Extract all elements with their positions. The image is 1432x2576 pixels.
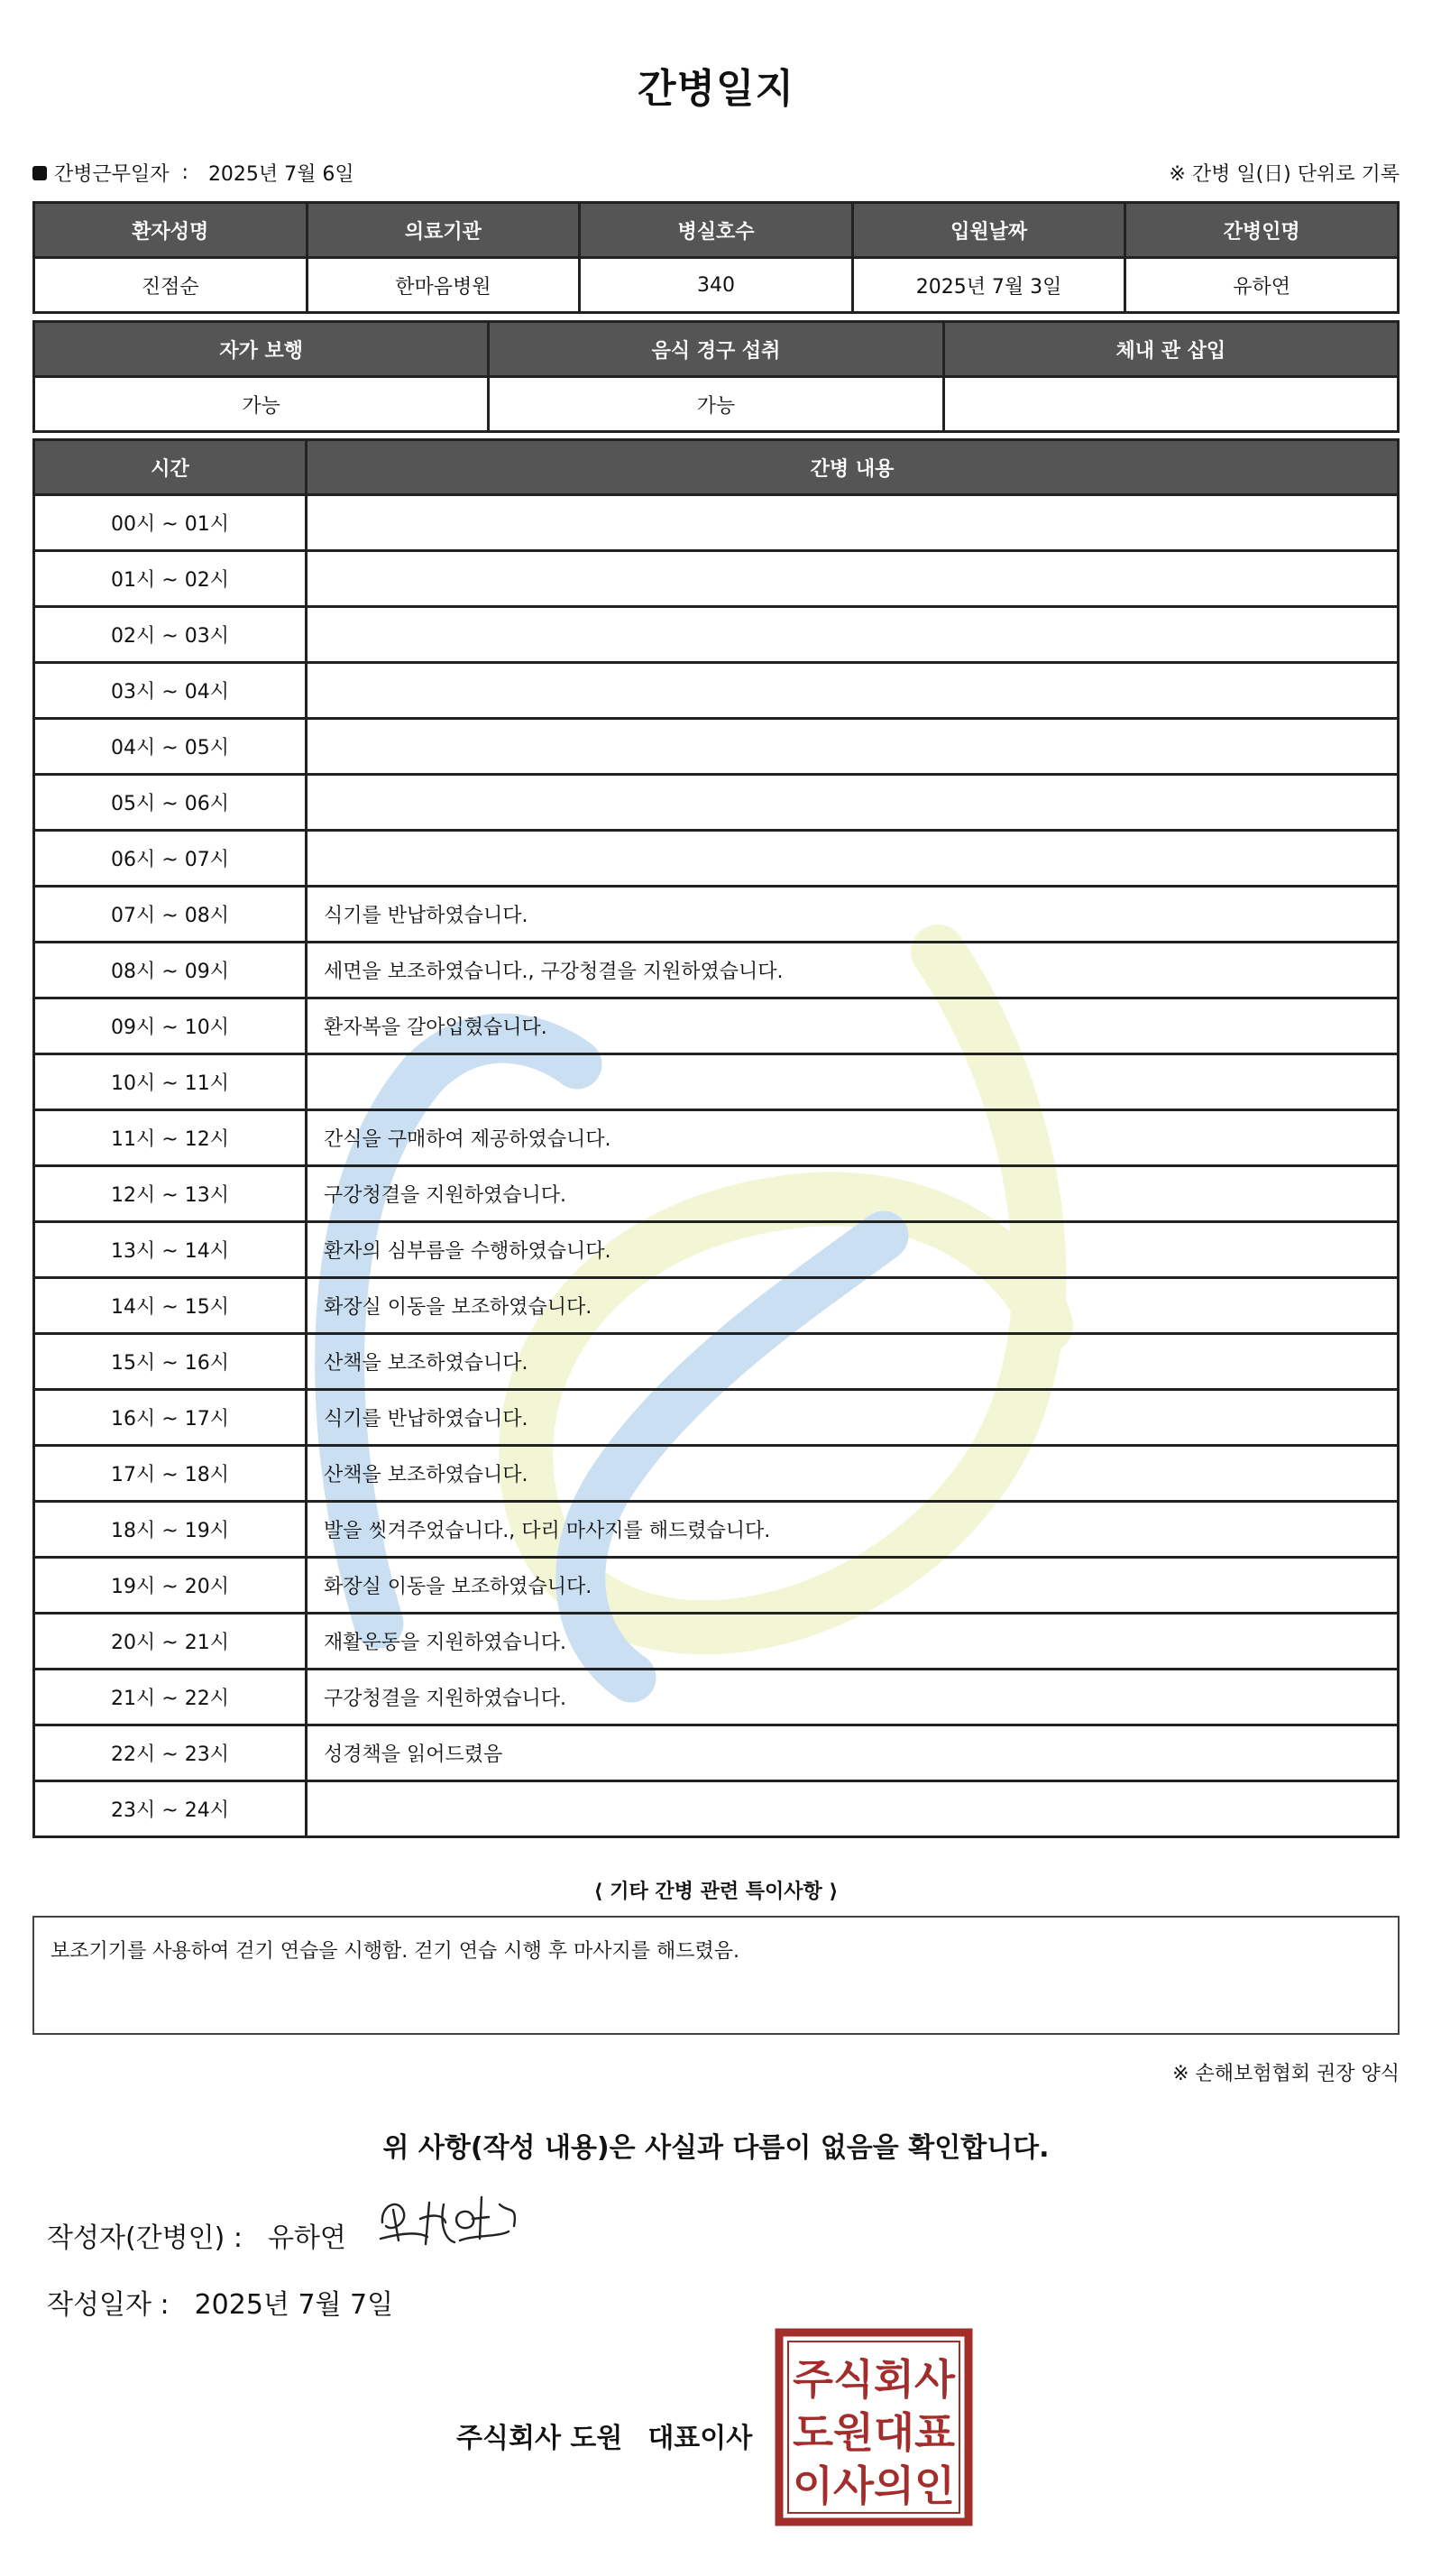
- patient-info-header-row: [34, 203, 1399, 258]
- care-content-cell: 구강청결을 지원하였습니다.: [307, 1670, 1399, 1725]
- care-log-row: [34, 1166, 1399, 1222]
- patient-status-header-row: [34, 322, 1399, 377]
- care-time-cell: 04시 ~ 05시: [34, 719, 307, 775]
- notes-content: 보조기기를 사용하여 걷기 연습을 시행함. 걷기 연습 시행 후 마사지를 해드렸음.: [50, 1940, 739, 1963]
- tube-insertion-value: [943, 377, 1398, 432]
- work-date-row: [32, 159, 354, 187]
- svg-text:도원대표: 도원대표: [793, 2408, 956, 2457]
- care-content-cell: [307, 1054, 1399, 1110]
- care-time-cell: 20시 ~ 21시: [34, 1614, 307, 1670]
- header-admission-date: 입원날짜: [852, 203, 1125, 258]
- care-log-row: [34, 831, 1399, 887]
- care-time-cell: 00시 ~ 01시: [34, 495, 307, 551]
- care-log-row: [34, 1725, 1399, 1781]
- care-time-cell: 22시 ~ 23시: [34, 1725, 307, 1781]
- care-log-row: [34, 1781, 1399, 1837]
- care-content-cell: 성경책을 읽어드렸음: [307, 1725, 1399, 1781]
- care-log-row: [34, 1334, 1399, 1390]
- care-content-cell: 환자의 심부름을 수행하였습니다.: [307, 1222, 1399, 1278]
- header-oral-intake: 음식 경구 섭취: [489, 322, 943, 377]
- notes-title: ⟨ 기타 간병 관련 특이사항 ⟩: [593, 1881, 839, 1903]
- work-date-value: 2025년 7월 6일: [207, 163, 354, 186]
- care-time-cell: 23시 ~ 24시: [34, 1781, 307, 1837]
- care-content-cell: 산책을 보조하였습니다.: [307, 1446, 1399, 1502]
- care-content-cell: 산책을 보조하였습니다.: [307, 1334, 1399, 1390]
- care-time-cell: 10시 ~ 11시: [34, 1054, 307, 1110]
- writer-label: 작성자(간병인) :: [47, 2222, 243, 2254]
- care-log-header-row: [34, 440, 1399, 495]
- care-log-row: [34, 1054, 1399, 1110]
- care-log-row: [34, 1222, 1399, 1278]
- care-log-row: [34, 1390, 1399, 1446]
- care-content-cell: [307, 607, 1399, 663]
- header-time: 시간: [34, 440, 307, 495]
- header-room-number: 병실호수: [580, 203, 853, 258]
- care-content-cell: [307, 775, 1399, 831]
- care-content-cell: 화장실 이동을 보조하였습니다.: [307, 1558, 1399, 1614]
- care-content-cell: 재활운동을 지원하였습니다.: [307, 1614, 1399, 1670]
- representative-title: 대표이사: [647, 2423, 753, 2454]
- handwritten-signature: [373, 2186, 532, 2259]
- page-title: 간병일지: [637, 66, 794, 112]
- care-time-cell: 13시 ~ 14시: [34, 1222, 307, 1278]
- care-time-cell: 16시 ~ 17시: [34, 1390, 307, 1446]
- care-log-row: [34, 551, 1399, 607]
- care-log-row: [34, 998, 1399, 1054]
- care-content-cell: [307, 1781, 1399, 1837]
- care-time-cell: 07시 ~ 08시: [34, 887, 307, 943]
- care-time-cell: 05시 ~ 06시: [34, 775, 307, 831]
- care-log-row: [34, 663, 1399, 719]
- care-log-row: [34, 1670, 1399, 1725]
- admission-date: 2025년 7월 3일: [852, 258, 1125, 313]
- care-time-cell: 21시 ~ 22시: [34, 1670, 307, 1725]
- care-content-cell: 화장실 이동을 보조하였습니다.: [307, 1278, 1399, 1334]
- caregiver-name: 유하연: [1125, 258, 1399, 313]
- oral-intake-value: 가능: [489, 377, 943, 432]
- self-walking-value: 가능: [34, 377, 489, 432]
- form-source-note: ※ 손해보험협회 권장 양식: [1172, 2063, 1400, 2085]
- company-seal-stamp: [774, 2327, 974, 2527]
- company-name: 주식회사 도원: [456, 2423, 623, 2454]
- care-log-table: [32, 438, 1400, 1838]
- header-care-content: 간병 내용: [307, 440, 1399, 495]
- header-tube-insertion: 체내 관 삽입: [943, 322, 1398, 377]
- room-number: 340: [580, 258, 853, 313]
- written-date-row: [47, 2282, 393, 2322]
- care-log-row: [34, 887, 1399, 943]
- bullet-square-icon: [32, 166, 47, 180]
- work-date-label: 간병근무일자: [54, 163, 170, 186]
- care-time-cell: 12시 ~ 13시: [34, 1166, 307, 1222]
- care-content-cell: 발을 씻겨주었습니다., 다리 마사지를 해드렸습니다.: [307, 1502, 1399, 1558]
- care-content-cell: 환자복을 갈아입혔습니다.: [307, 998, 1399, 1054]
- care-time-cell: 02시 ~ 03시: [34, 607, 307, 663]
- care-log-row: [34, 1446, 1399, 1502]
- care-time-cell: 17시 ~ 18시: [34, 1446, 307, 1502]
- care-log-row: [34, 775, 1399, 831]
- care-content-cell: [307, 719, 1399, 775]
- care-time-cell: 09시 ~ 10시: [34, 998, 307, 1054]
- care-content-cell: [307, 495, 1399, 551]
- care-log-row: [34, 1502, 1399, 1558]
- confirmation-statement: 위 사항(작성 내용)은 사실과 다름이 없음을 확인합니다.: [382, 2132, 1050, 2164]
- care-time-cell: 01시 ~ 02시: [34, 551, 307, 607]
- care-log-row: [34, 943, 1399, 998]
- unit-note: ※ 간병 일(日) 단위로 기록: [1169, 163, 1400, 186]
- care-time-cell: 14시 ~ 15시: [34, 1278, 307, 1334]
- svg-text:주식회사: 주식회사: [793, 2355, 956, 2404]
- header-hospital: 의료기관: [307, 203, 580, 258]
- care-content-cell: [307, 663, 1399, 719]
- label-separator: :: [181, 161, 188, 184]
- writer-row: [47, 2215, 346, 2255]
- header-caregiver-name: 간병인명: [1125, 203, 1399, 258]
- care-time-cell: 06시 ~ 07시: [34, 831, 307, 887]
- header-patient-name: 환자성명: [34, 203, 308, 258]
- care-time-cell: 08시 ~ 09시: [34, 943, 307, 998]
- patient-name: 진점순: [34, 258, 308, 313]
- care-log-row: [34, 607, 1399, 663]
- care-time-cell: 18시 ~ 19시: [34, 1502, 307, 1558]
- care-log-row: [34, 719, 1399, 775]
- care-log-row: [34, 1558, 1399, 1614]
- writer-name: 유하연: [267, 2222, 346, 2254]
- patient-status-table: [32, 320, 1400, 433]
- care-log-row: [34, 1110, 1399, 1166]
- notes-box: [32, 1916, 1400, 2035]
- care-content-cell: 세면을 보조하였습니다., 구강청결을 지원하였습니다.: [307, 943, 1399, 998]
- care-content-cell: 식기를 반납하였습니다.: [307, 887, 1399, 943]
- written-date-label: 작성일자 :: [47, 2289, 170, 2321]
- hospital-name: 한마음병원: [307, 258, 580, 313]
- care-content-cell: [307, 551, 1399, 607]
- care-content-cell: 구강청결을 지원하였습니다.: [307, 1166, 1399, 1222]
- care-time-cell: 03시 ~ 04시: [34, 663, 307, 719]
- care-content-cell: 간식을 구매하여 제공하였습니다.: [307, 1110, 1399, 1166]
- care-time-cell: 11시 ~ 12시: [34, 1110, 307, 1166]
- care-time-cell: 15시 ~ 16시: [34, 1334, 307, 1390]
- care-log-row: [34, 1614, 1399, 1670]
- care-content-cell: 식기를 반납하였습니다.: [307, 1390, 1399, 1446]
- patient-status-value-row: [34, 377, 1399, 432]
- care-time-cell: 19시 ~ 20시: [34, 1558, 307, 1614]
- patient-info-table: [32, 201, 1400, 314]
- svg-text:이사의인: 이사의인: [793, 2461, 955, 2510]
- care-log-row: [34, 495, 1399, 551]
- care-log-row: [34, 1278, 1399, 1334]
- company-row: [456, 2415, 752, 2455]
- header-self-walking: 자가 보행: [34, 322, 489, 377]
- written-date-value: 2025년 7월 7일: [194, 2289, 394, 2321]
- patient-info-value-row: [34, 258, 1399, 313]
- care-content-cell: [307, 831, 1399, 887]
